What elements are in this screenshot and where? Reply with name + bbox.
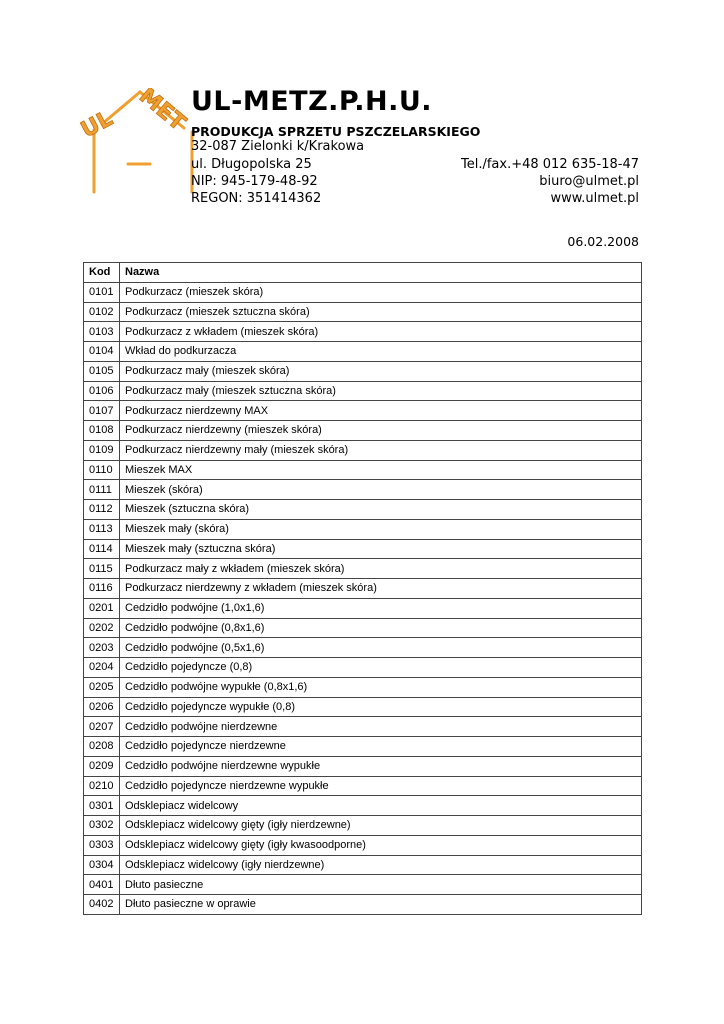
house-logo-icon <box>80 88 200 196</box>
product-name-cell: Dłuto pasieczne w oprawie <box>120 895 642 915</box>
product-code-cell: 0207 <box>84 717 120 737</box>
product-name-cell: Mieszek (skóra) <box>120 480 642 500</box>
product-code-cell: 0401 <box>84 875 120 895</box>
product-code-cell: 0108 <box>84 421 120 441</box>
table-row <box>84 381 642 401</box>
phone-fax: Tel./fax.+48 012 635-18-47 <box>460 157 639 172</box>
product-name-cell: Cedzidło pojedyncze wypukłe (0,8) <box>120 697 642 717</box>
address-street: ul. Długopolska 25 <box>191 157 312 172</box>
product-name-cell: Odsklepiacz widelcowy gięty (igły nierdzewne) <box>120 816 642 836</box>
product-name-cell: Cedzidło podwójne (0,8x1,6) <box>120 618 642 638</box>
product-name-cell: Podkurzacz mały (mieszek sztuczna skóra) <box>120 381 642 401</box>
table-row <box>84 776 642 796</box>
product-name-cell: Podkurzacz mały z wkładem (mieszek skóra) <box>120 559 642 579</box>
product-code-cell: 0113 <box>84 519 120 539</box>
column-header-code: Kod <box>84 263 120 283</box>
table-row <box>84 816 642 836</box>
brand-name: UL-MET <box>191 86 309 117</box>
product-name-cell: Podkurzacz mały (mieszek skóra) <box>120 361 642 381</box>
table-row <box>84 342 642 362</box>
product-name-cell: Podkurzacz (mieszek skóra) <box>120 282 642 302</box>
table-row <box>84 875 642 895</box>
table-row <box>84 579 642 599</box>
product-code-cell: 0304 <box>84 855 120 875</box>
product-name-cell: Mieszek (sztuczna skóra) <box>120 500 642 520</box>
product-code-cell: 0102 <box>84 302 120 322</box>
table-header-row <box>84 263 642 283</box>
table-row <box>84 460 642 480</box>
table-row <box>84 361 642 381</box>
document-date: 06.02.2008 <box>567 234 639 249</box>
product-code-cell: 0303 <box>84 835 120 855</box>
product-name-cell: Cedzidło pojedyncze nierdzewne <box>120 737 642 757</box>
product-name-cell: Wkład do podkurzacza <box>120 342 642 362</box>
product-name-cell: Cedzidło podwójne nierdzewne wypukłe <box>120 756 642 776</box>
product-name-cell: Cedzidło pojedyncze nierdzewne wypukłe <box>120 776 642 796</box>
table-row <box>84 440 642 460</box>
table-row <box>84 322 642 342</box>
product-code-cell: 0205 <box>84 677 120 697</box>
table-row <box>84 539 642 559</box>
table-row <box>84 737 642 757</box>
product-code-cell: 0202 <box>84 618 120 638</box>
product-code-cell: 0302 <box>84 816 120 836</box>
product-code-cell: 0107 <box>84 401 120 421</box>
product-name-cell: Podkurzacz nierdzewny (mieszek skóra) <box>120 421 642 441</box>
product-code-cell: 0106 <box>84 381 120 401</box>
product-name-cell: Podkurzacz (mieszek sztuczna skóra) <box>120 302 642 322</box>
table-row <box>84 835 642 855</box>
table-row <box>84 500 642 520</box>
logo-text-right: MET <box>134 88 190 136</box>
product-name-cell: Cedzidło podwójne (0,5x1,6) <box>120 638 642 658</box>
product-code-cell: 0201 <box>84 598 120 618</box>
company-tagline: PRODUKCJA SPRZETU PSZCZELARSKIEGO <box>191 124 481 139</box>
product-code-cell: 0109 <box>84 440 120 460</box>
product-code-cell: 0210 <box>84 776 120 796</box>
brand-suffix: Z.P.H.U. <box>308 86 433 117</box>
product-name-cell: Mieszek mały (sztuczna skóra) <box>120 539 642 559</box>
table-row <box>84 598 642 618</box>
product-code-cell: 0105 <box>84 361 120 381</box>
table-row <box>84 677 642 697</box>
nip-number: NIP: 945-179-48-92 <box>191 174 318 189</box>
product-code-cell: 0301 <box>84 796 120 816</box>
table-row <box>84 638 642 658</box>
product-code-cell: 0110 <box>84 460 120 480</box>
product-name-cell: Mieszek MAX <box>120 460 642 480</box>
table-row <box>84 519 642 539</box>
company-logo <box>80 88 200 196</box>
product-name-cell: Cedzidło pojedyncze (0,8) <box>120 658 642 678</box>
product-code-cell: 0402 <box>84 895 120 915</box>
product-code-cell: 0116 <box>84 579 120 599</box>
company-name <box>191 86 432 118</box>
regon-number: REGON: 351414362 <box>191 191 322 206</box>
product-code-cell: 0203 <box>84 638 120 658</box>
product-code-cell: 0206 <box>84 697 120 717</box>
table-row <box>84 480 642 500</box>
column-header-name: Nazwa <box>120 263 642 283</box>
product-name-cell: Odsklepiacz widelcowy gięty (igły kwasoodporne) <box>120 835 642 855</box>
product-name-cell: Podkurzacz nierdzewny mały (mieszek skóra) <box>120 440 642 460</box>
website-address: www.ulmet.pl <box>550 191 639 206</box>
table-row <box>84 401 642 421</box>
table-row <box>84 302 642 322</box>
product-name-cell: Mieszek mały (skóra) <box>120 519 642 539</box>
product-name-cell: Dłuto pasieczne <box>120 875 642 895</box>
product-code-cell: 0115 <box>84 559 120 579</box>
table-row <box>84 756 642 776</box>
product-code-cell: 0204 <box>84 658 120 678</box>
product-name-cell: Cedzidło podwójne (1,0x1,6) <box>120 598 642 618</box>
email-address: biuro@ulmet.pl <box>539 174 639 189</box>
product-code-cell: 0111 <box>84 480 120 500</box>
product-code-cell: 0114 <box>84 539 120 559</box>
product-code-cell: 0112 <box>84 500 120 520</box>
logo-text-left: UL <box>80 106 117 144</box>
product-code-cell: 0208 <box>84 737 120 757</box>
table-row <box>84 658 642 678</box>
product-name-cell: Cedzidło podwójne nierdzewne <box>120 717 642 737</box>
address-city: 32-087 Zielonki k/Krakowa <box>191 139 365 154</box>
table-row <box>84 895 642 915</box>
table-row <box>84 697 642 717</box>
table-row <box>84 282 642 302</box>
product-name-cell: Podkurzacz nierdzewny z wkładem (mieszek skóra) <box>120 579 642 599</box>
product-name-cell: Podkurzacz z wkładem (mieszek skóra) <box>120 322 642 342</box>
table-row <box>84 618 642 638</box>
product-name-cell: Cedzidło podwójne wypukłe (0,8x1,6) <box>120 677 642 697</box>
product-code-cell: 0101 <box>84 282 120 302</box>
product-table <box>83 262 642 915</box>
product-code-cell: 0209 <box>84 756 120 776</box>
product-code-cell: 0103 <box>84 322 120 342</box>
product-code-cell: 0104 <box>84 342 120 362</box>
product-name-cell: Odsklepiacz widelcowy <box>120 796 642 816</box>
table-row <box>84 559 642 579</box>
table-row <box>84 796 642 816</box>
product-name-cell: Podkurzacz nierdzewny MAX <box>120 401 642 421</box>
table-row <box>84 855 642 875</box>
table-row <box>84 421 642 441</box>
table-row <box>84 717 642 737</box>
product-name-cell: Odsklepiacz widelcowy (igły nierdzewne) <box>120 855 642 875</box>
